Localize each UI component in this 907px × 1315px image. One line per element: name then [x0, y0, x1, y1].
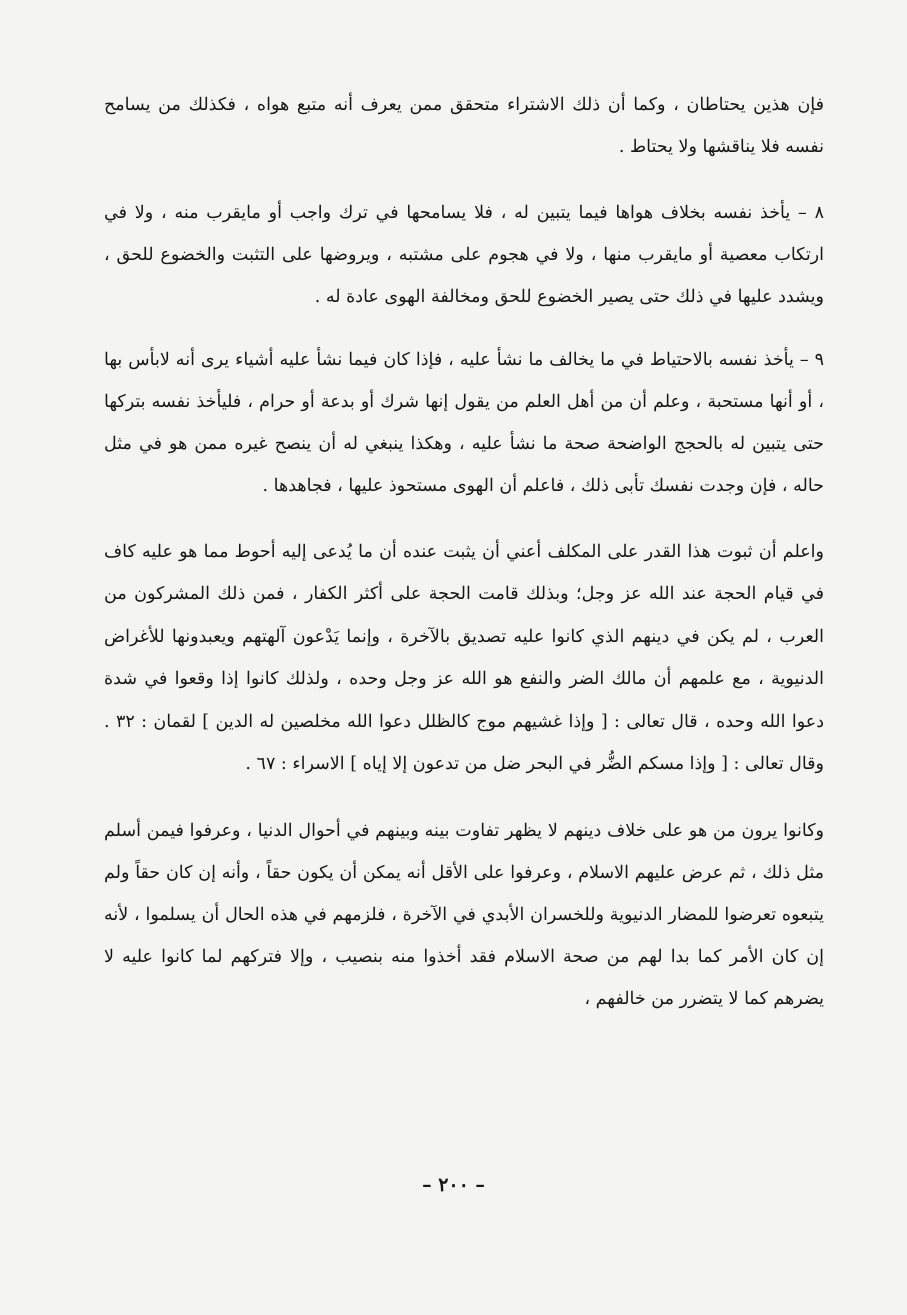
paragraph-continuation: فإن هذين يحتاطان ، وكما أن ذلك الاشتراء متحقق ممن يعرف أنه متبع هواه ، فكذلك من يسامح نفسه فلا يناقشها ولا يحتاط . — [104, 95, 824, 157]
paragraph-point-8: ٨ – يأخذ نفسه بخلاف هواها فيما يتبين له ، فلا يسامحها في ترك واجب أو مايقرب منه ، ولا في ارتكاب معصية أو مايقرب منها ، ولا في هجوم على مشتبه ، ويروضها على التثبت والخضوع للحق ، ويشدد عليها في ذلك حتى يصير الخضوع للحق ومخالفة الهوى عادة له . — [104, 203, 824, 307]
document-page — [104, 84, 824, 1020]
paragraph-arab-polytheists: وكانوا يرون من هو على خلاف دينهم لا يظهر تفاوت بينه وبينهم في أحوال الدنيا ، وعرفوا فيمن أسلم مثل ذلك ، ثم عرض عليهم الاسلام ، وعرفوا على الأقل أنه يمكن أن يكون حقاً ، وأنه إن كان حقاً ولم يتبعوه تعرضوا للمضار الدنيوية وللخسران الأبدي في الآخرة ، فلزمهم في هذه الحال أن يسلموا ، لأنه إن كان الأمر كما بدا لهم من صحة الاسلام فقد أخذوا منه بنصيب ، وإلا فتركهم لما كانوا عليه لا يضرهم كما لا يتضرر من خالفهم ، — [104, 821, 824, 1010]
paragraph-point-9: ٩ – يأخذ نفسه بالاحتياط في ما يخالف ما نشأ عليه ، فإذا كان فيما نشأ عليه أشياء يرى أنه لابأس بها ، أو أنها مستحبة ، وعلم أن من أهل العلم من يقول إنها شرك أو بدعة أو حرام ، فليأخذ نفسه بتركها حتى يتبين له بالحجج الواضحة صحة ما نشأ عليه ، وهكذا ينبغي له أن ينصح غيره ممن هو في مثل حاله ، فإن وجدت نفسك تأبى ذلك ، فاعلم أن الهوى مستحوذ عليها ، فجاهدها . — [104, 350, 824, 496]
paragraph-proof-sufficiency: واعلم أن ثبوت هذا القدر على المكلف أعني أن يثبت عنده أن ما يُدعى إليه أحوط مما هو عليه كاف في قيام الحجة عند الله عز وجل؛ وبذلك قامت الحجة على أكثر الكفار ، فمن ذلك المشركون من العرب ، لم يكن في دينهم الذي كانوا عليه تصديق بالآخرة ، وإنما يَدْعون آلهتهم ويعبدونها للأغراض الدنيوية ، مع علمهم أن مالك الضر والنفع هو الله عز وجل وحده ، ولذلك كانوا إذا وقعوا في شدة دعوا الله وحده ، قال تعالى : [ وإذا غشيهم موج كالظلل دعوا الله مخلصين له الدين ] لقمان : ٣٢ . وقال تعالى : [ وإذا مسكم الضُّر في البحر ضل من تدعون إلا إياه ] الاسراء : ٦٧ . — [104, 542, 824, 775]
page-number: – ٢٠٠ – — [422, 1174, 485, 1196]
